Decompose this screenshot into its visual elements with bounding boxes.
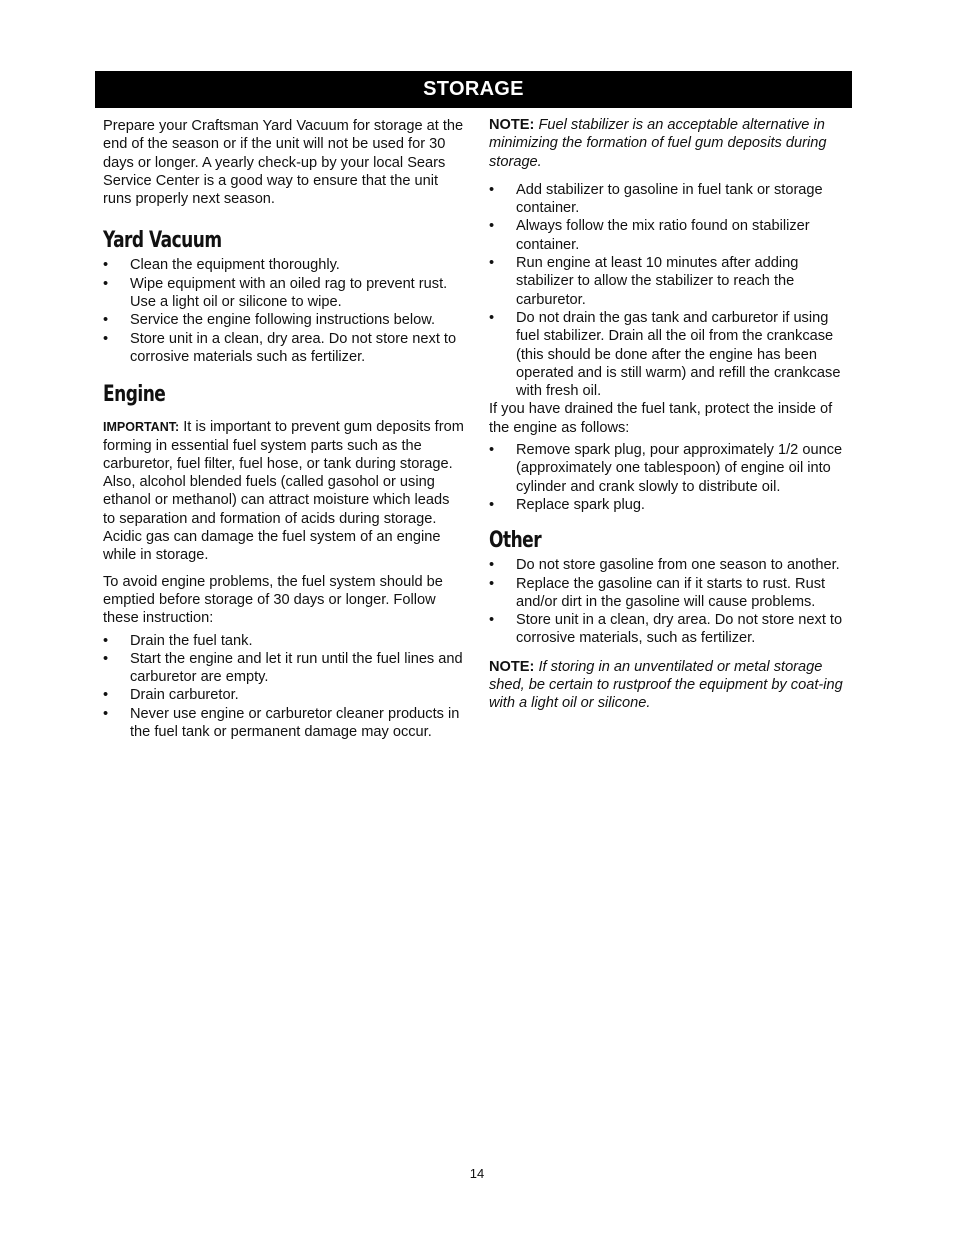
list-item: • Wipe equipment with an oiled rag to prevent rust. Use a light oil or silicone to wipe. [103,275,465,312]
list-item: • Start the engine and let it run until the fuel lines and carburetor are empty. [103,650,465,687]
list-item: • Store unit in a clean, dry area. Do not store next to corrosive materials such as fertilizer. [103,330,465,367]
list-item: • Store unit in a clean, dry area. Do not store next to corrosive materials, such as fertilizer. [489,611,851,648]
drained-list [489,441,851,514]
engine-list [103,632,465,742]
note-paragraph [489,116,851,171]
section-banner [95,71,852,108]
list-item: • Drain carburetor. [103,686,465,704]
intro-paragraph: Prepare your Craftsman Yard Vacuum for storage at the end of the season or if the unit will not be used for 30 days or longer. A yearly check-up by your local Sears Service Center is a good way to ensure that the unit runs properly next season. [103,118,464,208]
other-heading: Other [489,528,542,554]
list-item: • Never use engine or carburetor cleaner products in the fuel tank or permanent damage may occur. [103,705,465,742]
right-column [489,116,851,721]
list-item: • Replace spark plug. [489,496,851,514]
list-item: • Always follow the mix ratio found on stabilizer container. [489,217,851,254]
important-paragraph [103,418,465,564]
list-item: • Run engine at least 10 minutes after adding stabilizer to allow the stabilizer to reach the carburetor. [489,254,851,309]
drained-paragraph: If you have drained the fuel tank, protect the inside of the engine as follows: [489,401,833,436]
note-label: NOTE: [489,117,535,133]
yard-vacuum-list [103,256,465,366]
list-item: • Do not drain the gas tank and carburetor if using fuel stabilizer. Drain all the oil from the crankcase (this should be done after the engine has been operated and is still warm) and refill the crankcase with fresh oil. [489,309,851,400]
note-label: NOTE: [489,658,535,675]
important-text: It is important to prevent gum deposits from forming in essential fuel system parts such as the carburetor, fuel filter, fuel hose, or tank during storage. Also, alcohol blended fuels (called gasohol or using ethanol or methanol) can attract moisture which leads to separation and formation of acids during storage. Acidic gas can damage the fuel system of an engine while in storage. [103,419,464,564]
note-paragraph [489,658,851,713]
list-item: • Do not store gasoline from one season to another. [489,556,851,574]
list-item: • Add stabilizer to gasoline in fuel tank or storage container. [489,181,851,218]
list-item: • Remove spark plug, pour approximately 1/2 ounce (approximately one tablespoon) of engine oil into cylinder and crank slowly to distribute oil. [489,441,851,496]
list-item: • Service the engine following instructions below. [103,311,465,329]
engine-paragraph: To avoid engine problems, the fuel system should be emptied before storage of 30 days or longer. Follow these instruction: [103,573,443,627]
page-number: 14 [469,1166,485,1181]
important-label: IMPORTANT: [103,420,180,435]
note-text: If storing in an unventilated or metal storage shed, be certain to rustproof the equipment by coat-ing with a light oil or silicone. [489,658,843,712]
section-title: STORAGE [423,78,524,100]
left-column [103,117,465,749]
engine-heading: Engine [103,382,166,408]
other-list [489,556,851,647]
stabilizer-list [489,181,851,401]
list-item: • Replace the gasoline can if it starts to rust. Rust and/or dirt in the gasoline will cause problems. [489,575,851,612]
list-item: • Clean the equipment thoroughly. [103,256,465,274]
list-item: • Drain the fuel tank. [103,632,465,650]
note-text: Fuel stabilizer is an acceptable alternative in minimizing the formation of fuel gum deposits during storage. [489,117,827,170]
yard-vacuum-heading: Yard Vacuum [103,228,222,254]
